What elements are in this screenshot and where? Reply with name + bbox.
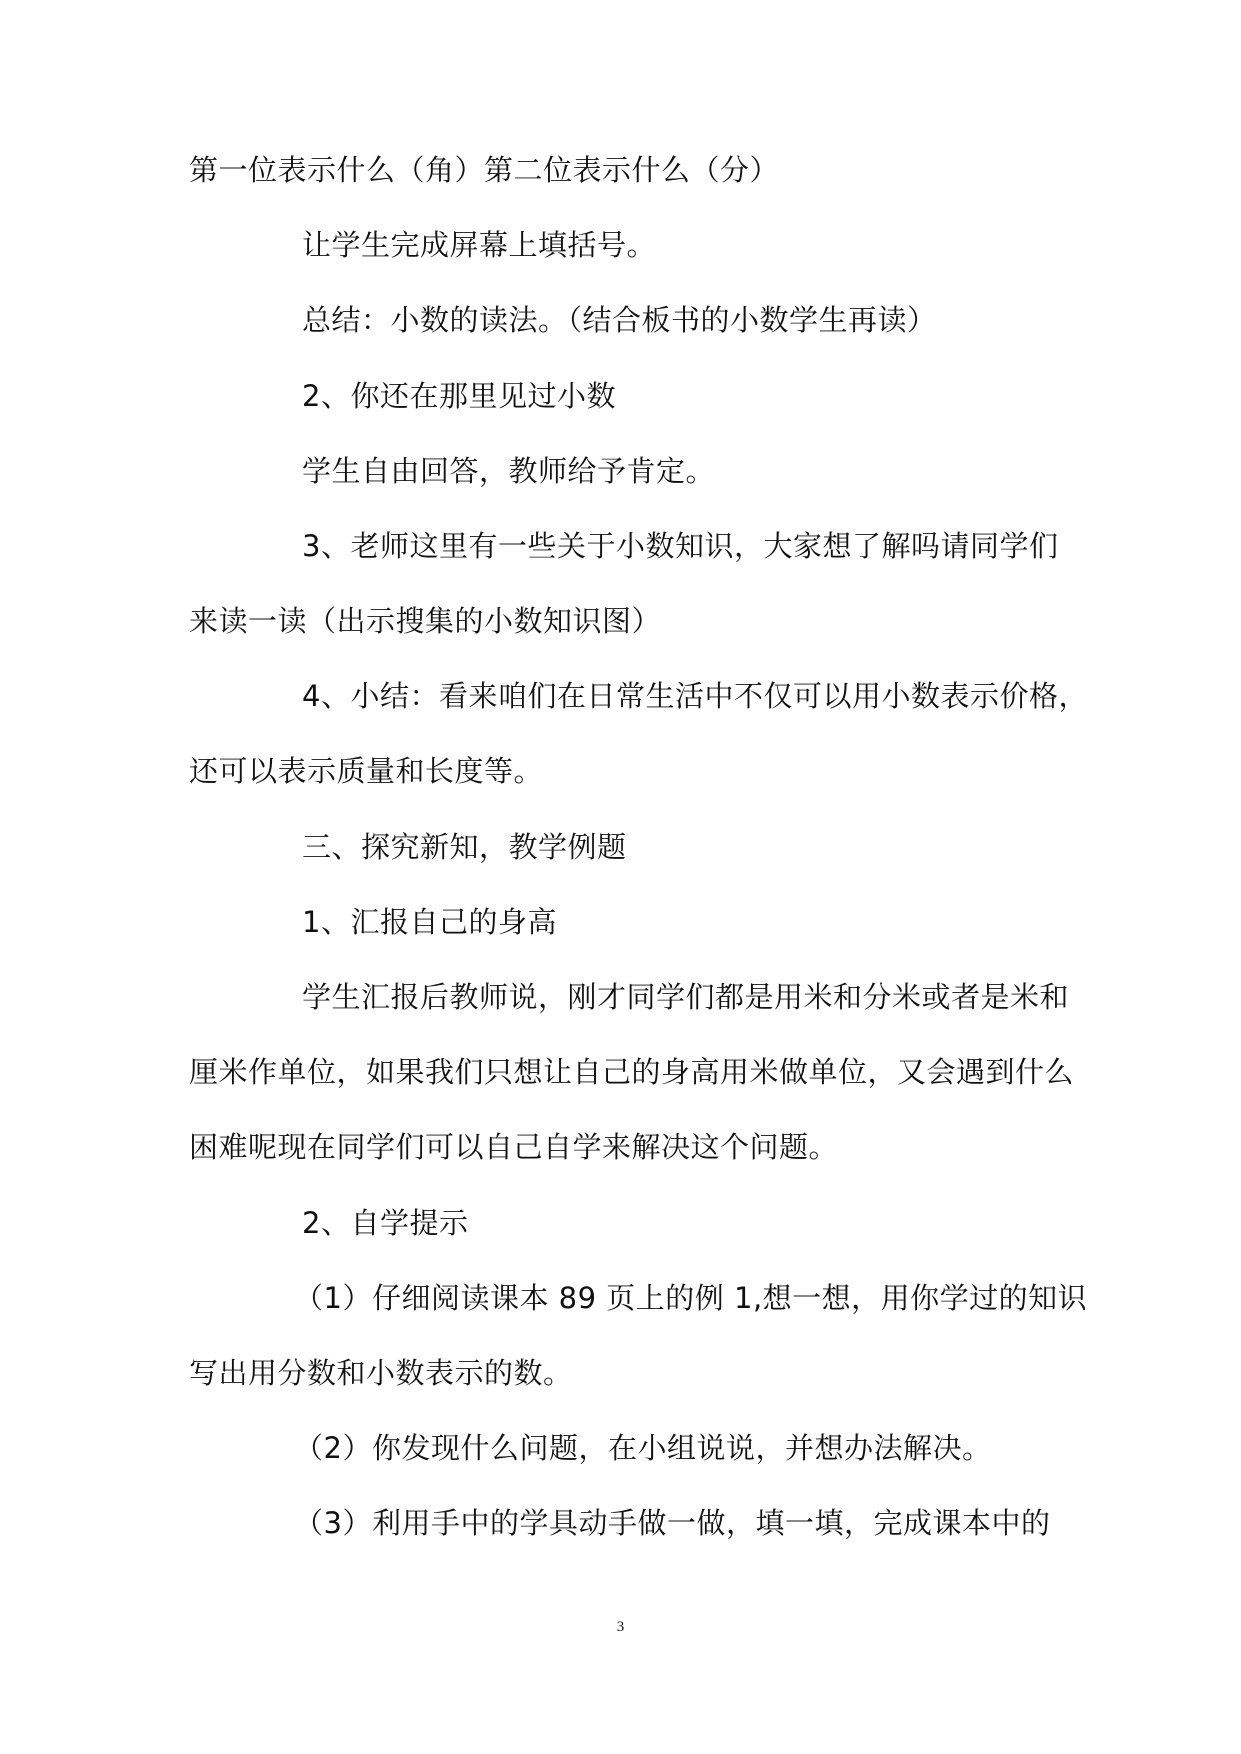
text-line: 来读一读（出示搜集的小数知识图） [189,604,662,638]
text-line: 3、老师这里有一些关于小数知识，大家想了解吗请同学们 [302,529,1059,563]
text-line: 写出用分数和小数表示的数。 [189,1356,573,1390]
text-line: 总结：小数的读法。（结合板书的小数学生再读） [302,303,937,337]
text-line: 1、汇报自己的身高 [302,905,557,939]
text-line: 厘米作单位，如果我们只想让自己的身高用米做单位，又会遇到什么 [189,1055,1075,1089]
text-line: 困难呢现在同学们可以自己自学来解决这个问题。 [189,1130,839,1164]
text-line: 学生汇报后教师说，刚才同学们都是用米和分米或者是米和 [302,980,1070,1014]
page-number: 3 [616,1619,625,1635]
text-line: 2、你还在那里见过小数 [302,379,616,413]
text-line: 学生自由回答，教师给予肯定。 [302,454,716,488]
text-line: 让学生完成屏幕上填括号。 [302,228,657,262]
text-line: 还可以表示质量和长度等。 [189,754,544,788]
text-line: （3）利用手中的学具动手做一做，填一填，完成课本中的 [294,1506,1051,1540]
text-line: 2、自学提示 [302,1206,469,1240]
text-line: 第一位表示什么（角）第二位表示什么（分） [189,153,780,187]
text-line: （1）仔细阅读课本 89 页上的例 1,想一想，用你学过的知识 [294,1281,1088,1315]
text-line: 4、小结：看来咱们在日常生活中不仅可以用小数表示价格， [302,679,1088,713]
text-line: （2）你发现什么问题，在小组说说，并想办法解决。 [294,1431,992,1465]
text-line: 三、探究新知，教学例题 [302,830,627,864]
